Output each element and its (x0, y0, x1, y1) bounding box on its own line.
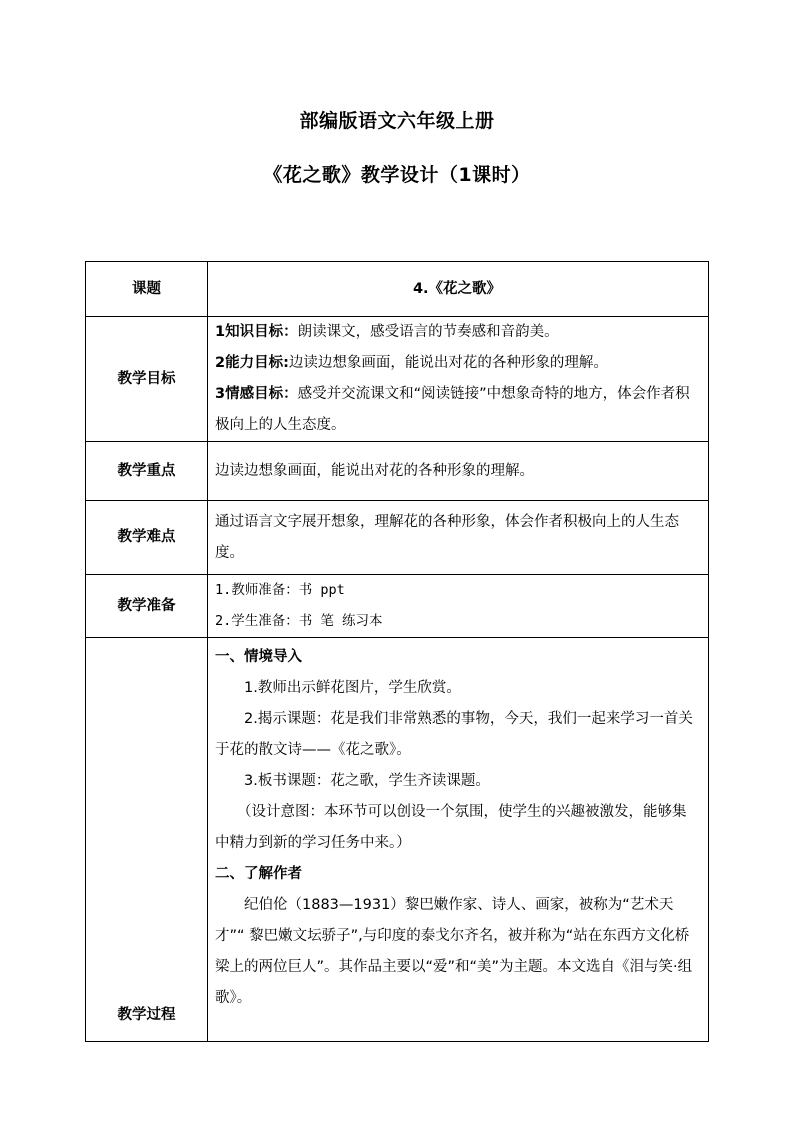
goal-knowledge (215, 317, 699, 348)
intro-step-2: 2.揭示课题：花是我们非常熟悉的事物，今天，我们一起来学习一首关于花的散文诗——《花之歌》。 (215, 711, 693, 758)
focus-label: 教学重点 (86, 442, 208, 501)
goal-emotion (215, 379, 699, 441)
table-row-goals (86, 317, 709, 442)
goal-ability (215, 348, 699, 379)
table-row-focus (86, 442, 709, 501)
process-content (208, 638, 709, 1042)
goal-ability-head: 2能力目标: (215, 355, 289, 371)
author-bio: 纪伯伦（1883—1931）黎巴嫩作家、诗人、画家，被称为“艺术天才”“ 黎巴嫩文坛骄子”,与印度的泰戈尔齐名，被并称为“站在东西方文化桥梁上的两位巨人”。其作品主要以“爱”和“美”为主题。本文选自《泪与笑·组歌》。 (215, 897, 693, 1006)
topic-label: 课题 (86, 262, 208, 317)
goal-knowledge-text: 朗读课文，感受语言的节奏感和音韵美。 (297, 324, 559, 340)
document-subtitle: 《花之歌》教学设计（1课时） (263, 164, 531, 186)
table-row-process (86, 638, 709, 1042)
table-row-prep (86, 575, 709, 638)
intro-step-3: 3.板书课题：花之歌，学生齐读课题。 (244, 773, 490, 789)
topic-value: 4.《花之歌》 (208, 262, 709, 317)
document-title: 部编版语文六年级上册 (299, 110, 495, 132)
section-intro-heading: 一、情境导入 (215, 649, 302, 665)
intro-design-note: （设计意图：本环节可以创设一个氛围，使学生的兴趣被激发，能够集中精力到新的学习任务中来。） (215, 804, 687, 851)
goal-ability-text: 边读边想象画面，能说出对花的各种形象的理解。 (288, 355, 608, 371)
goal-emotion-text: 感受并交流课文和“阅读链接”中想象奇特的地方，体会作者积极向上的人生态度。 (215, 386, 690, 433)
table-row-topic (86, 262, 709, 317)
prep-student: 2.学生准备：书 笔 练习本 (215, 613, 383, 629)
goals-content (208, 317, 709, 442)
difficulty-label: 教学难点 (86, 501, 208, 575)
difficulty-value: 通过语言文字展开想象，理解花的各种形象，体会作者积极向上的人生态度。 (208, 501, 709, 575)
goals-label: 教学目标 (86, 317, 208, 442)
prep-content (208, 575, 709, 638)
lesson-plan-table (85, 261, 709, 1042)
process-label: 教学过程 (86, 638, 208, 1042)
section-author-heading: 二、了解作者 (215, 866, 302, 882)
prep-teacher: 1.教师准备：书 ppt (215, 582, 345, 598)
focus-value: 边读边想象画面，能说出对花的各种形象的理解。 (208, 442, 709, 501)
goal-knowledge-head: 1知识目标： (215, 324, 298, 340)
table-row-difficulty (86, 501, 709, 575)
prep-label: 教学准备 (86, 575, 208, 638)
intro-step-1: 1.教师出示鲜花图片，学生欣赏。 (244, 680, 461, 696)
goal-emotion-head: 3情感目标： (215, 386, 298, 402)
